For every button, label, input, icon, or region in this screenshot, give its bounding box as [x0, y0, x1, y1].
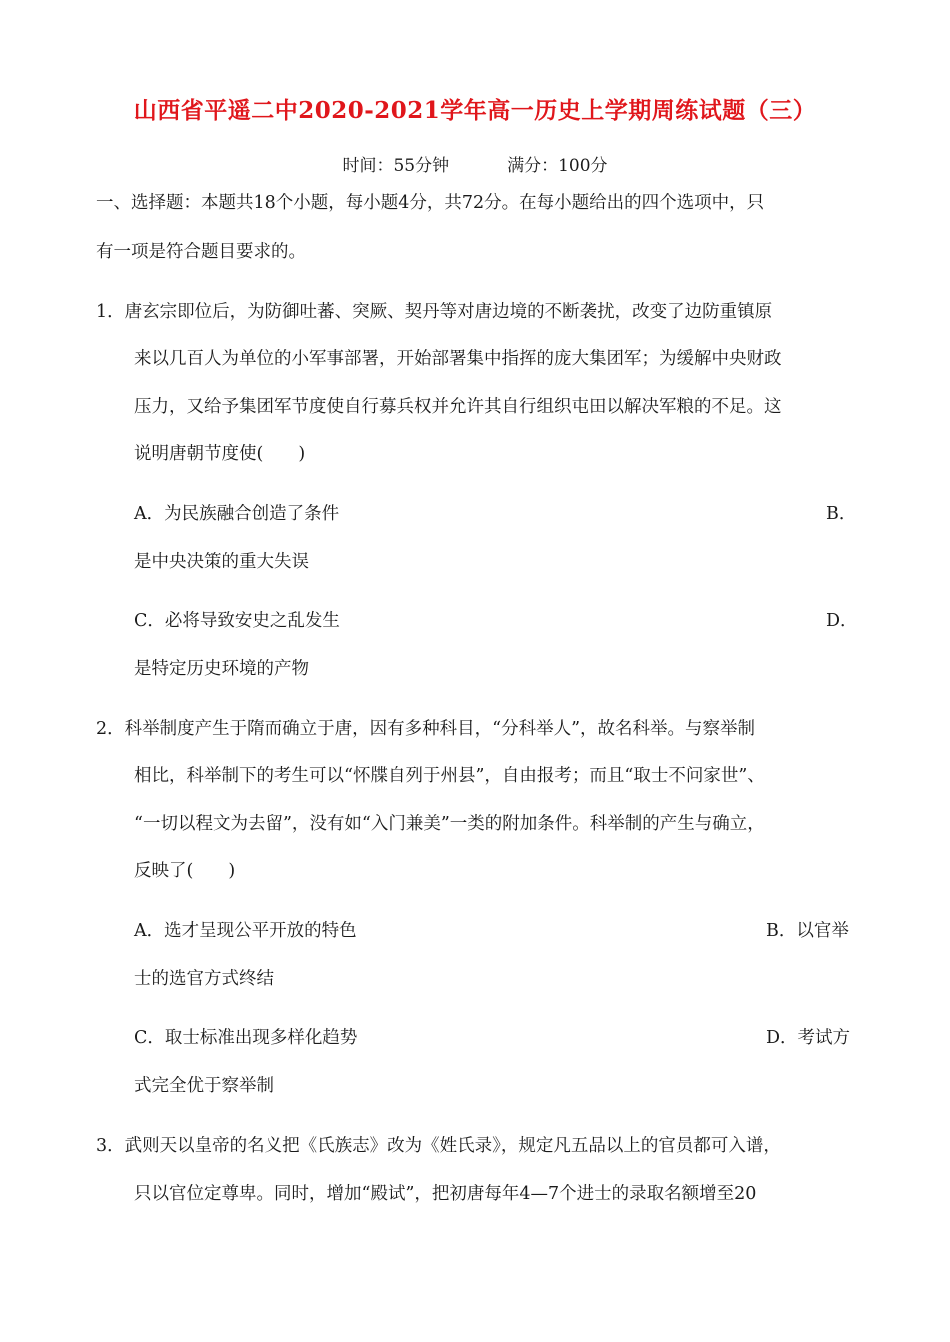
question-1-option-d-marker[interactable]: D． [826, 611, 858, 631]
question-2-option-d-text[interactable]: 式完全优于察举制 [134, 1076, 274, 1096]
question-2-option-b-marker[interactable]: B．以官举 [766, 921, 849, 941]
section-instructions-line-1: 一、选择题：本题共18个小题，每小题4分，共72分。在每小题给出的四个选项中，只 [96, 193, 765, 213]
question-2-option-c[interactable]: C．取士标准出现多样化趋势 [134, 1028, 358, 1048]
score-info: 满分：100分 [507, 156, 608, 176]
question-3-line-1: 3．武则天以皇帝的名义把《氏族志》改为《姓氏录》，规定凡五品以上的官员都可入谱， [96, 1136, 781, 1156]
question-2-line-2: 相比，科举制下的考生可以“怀牒自列于州县”，自由报考；而且“取士不问家世”、 [134, 766, 765, 786]
question-2-option-a[interactable]: A．选才呈现公平开放的特色 [134, 921, 357, 941]
question-1-line-2: 来以几百人为单位的小军事部署，开始部署集中指挥的庞大集团军；为缓解中央财政 [134, 349, 782, 369]
question-1-line-3: 压力，又给予集团军节度使自行募兵权并允许其自行组织屯田以解决军粮的不足。这 [134, 397, 782, 417]
question-1-option-a[interactable]: A．为民族融合创造了条件 [134, 504, 340, 524]
question-1-line-4: 说明唐朝节度使( ) [134, 444, 306, 464]
section-instructions-line-2: 有一项是符合题目要求的。 [96, 242, 306, 262]
exam-meta [0, 151, 950, 176]
time-info: 时间：55分钟 [342, 156, 450, 176]
question-1-option-c[interactable]: C．必将导致安史之乱发生 [134, 611, 340, 631]
question-2-line-1: 2．科举制度产生于隋而确立于唐，因有多种科目，“分科举人”，故名科举。与察举制 [96, 719, 756, 739]
question-2-option-b-text[interactable]: 士的选官方式终结 [134, 969, 274, 989]
question-1-option-b-text[interactable]: 是中央决策的重大失误 [134, 552, 309, 572]
question-2-line-4: 反映了( ) [134, 861, 236, 881]
question-2-line-3: “一切以程文为去留”，没有如“入门兼美”一类的附加条件。科举制的产生与确立， [134, 814, 765, 834]
question-2-option-d-marker[interactable]: D．考试方 [766, 1028, 851, 1048]
question-1-option-b-marker[interactable]: B． [826, 504, 857, 524]
question-3-line-2: 只以官位定尊卑。同时，增加“殿试”，把初唐每年4—7个进士的录取名额增至20 [134, 1184, 757, 1204]
page-title: 山西省平遥二中2020-2021学年高一历史上学期周练试题（三） [133, 97, 817, 124]
question-1-option-d-text[interactable]: 是特定历史环境的产物 [134, 659, 309, 679]
question-1-line-1: 1．唐玄宗即位后，为防御吐蕃、突厥、契丹等对唐边境的不断袭扰，改变了边防重镇原 [96, 302, 773, 322]
